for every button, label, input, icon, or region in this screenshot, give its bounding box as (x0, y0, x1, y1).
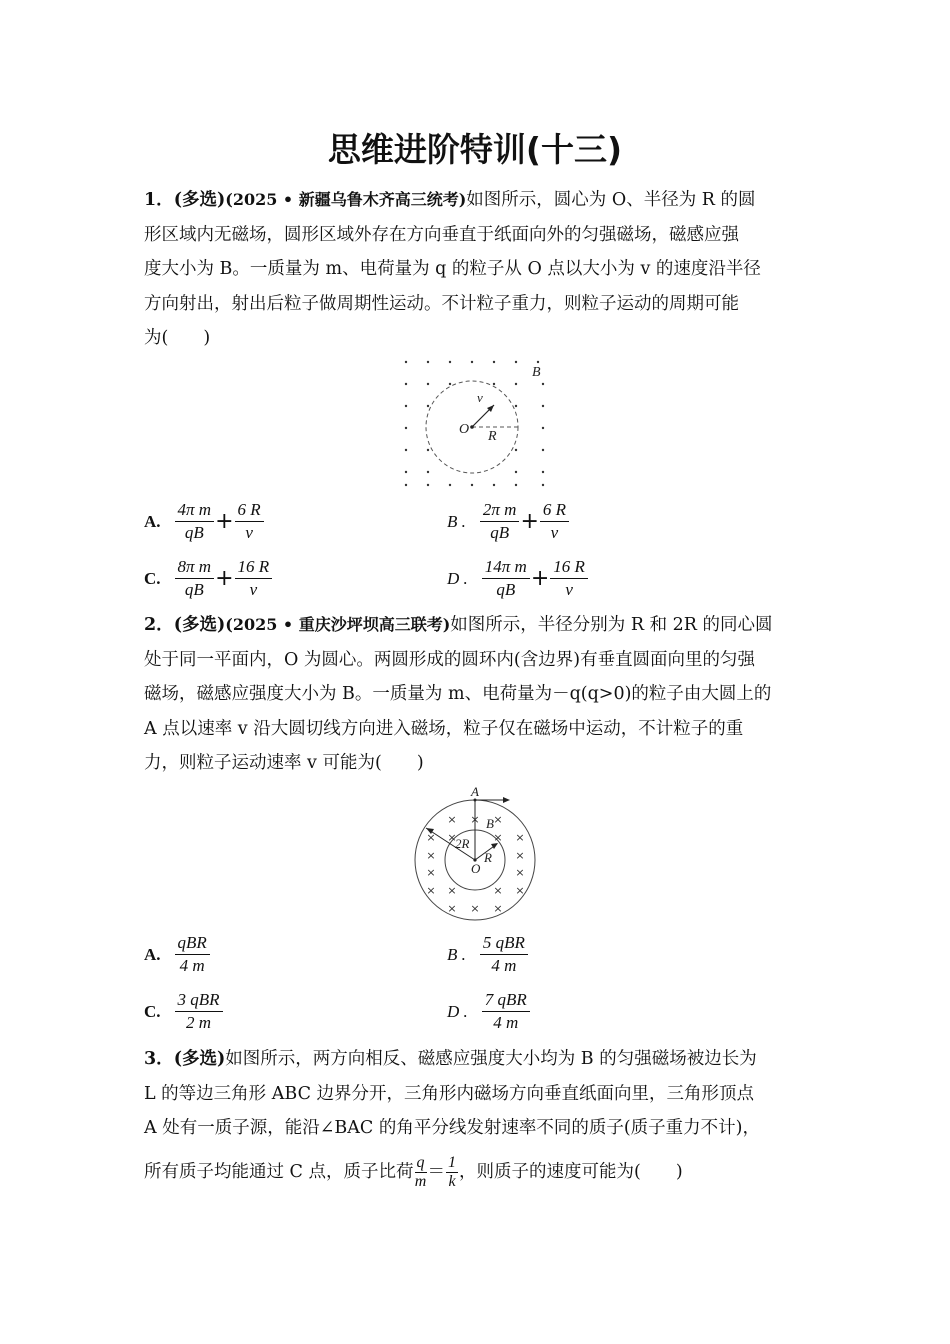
q1-source: (2025 • 新疆乌鲁木齐高三统考) (225, 190, 467, 209)
svg-text:×: × (470, 902, 480, 915)
q3-tag: (多选) (173, 1049, 226, 1069)
q2-option-d[interactable]: D . $\frac{\text{7 qBR}}{4 m}$ (447, 990, 530, 1033)
q1-line-1: 形区域内无磁场，圆形区域外存在方向垂直于纸面向外的匀强磁场，磁感应强 (144, 224, 739, 245)
q3-line-2: A 处有一质子源，能沿∠BAC 的角平分线发射速率不同的质子(质子重力不计)， (144, 1118, 760, 1138)
q1-fig-label-R: R (488, 429, 497, 444)
q2-tag: (多选) (173, 615, 226, 635)
q2-option-b[interactable]: B . $\frac{\text{5 qBR}}{4 m}$ (447, 933, 528, 976)
question-1 (144, 183, 810, 356)
q1-option-d[interactable]: D . $\frac{\text{14π m}}{qB}$ + $\frac{16 R}{v}$ (447, 557, 588, 600)
svg-text:×: × (493, 884, 503, 897)
q1-option-a[interactable]: A. $\frac{\text{4π m}}{qB}$ + $\frac{6 R}{v}$ (144, 500, 264, 543)
svg-text:×: × (493, 831, 503, 844)
q2-fig-label-B: B (486, 816, 494, 831)
svg-text:×: × (470, 813, 480, 826)
q1-line-4: 为( ) (144, 328, 211, 348)
q1-tag: (多选) (173, 190, 226, 210)
svg-text:×: × (447, 902, 457, 915)
svg-text:×: × (515, 884, 525, 897)
q2-figure-concentric-circles (410, 782, 545, 922)
q2-source: (2025 • 重庆沙坪坝高三联考) (225, 615, 451, 634)
q1-fig-label-O: O (459, 422, 470, 437)
q2-option-c[interactable]: C. $\frac{\text{3 qBR}}{2 m}$ (144, 990, 223, 1033)
q1-line-0: 如图所示，圆心为 O、半径为 R 的圆 (466, 190, 756, 210)
q1-fig-label-v: v (477, 390, 483, 405)
q2-option-a[interactable]: A. $\frac{\text{qBR}}{4 m}$ (144, 933, 210, 976)
q2-line-2: 磁场，磁感应强度大小为 B。一质量为 m、电荷量为－q(q>0)的粒子由大圆上的 (144, 684, 772, 704)
svg-text:×: × (515, 831, 525, 844)
q2-fig-label-O: O (471, 861, 481, 876)
q1-line-2: 度大小为 B。一质量为 m、电荷量为 q 的粒子从 O 点以大小为 v 的速度沿半径 (144, 259, 761, 279)
svg-text:×: × (447, 884, 457, 897)
q3-line-3: 所有质子均能通过 C 点，质子比荷 $\frac{q}{m}$ ＝ $\frac{1}{k}$ ，则质子的速度可能为( ) (144, 1153, 683, 1190)
charge-mass-ratio: $\frac{q}{m}$ (414, 1153, 427, 1190)
q2-line-1: 处于同一平面内，O 为圆心。两圆形成的圆环内(含边界)有垂直圆面向里的匀强 (144, 649, 756, 670)
svg-text:×: × (515, 866, 525, 879)
svg-text:×: × (447, 813, 457, 826)
q2-line-4: 力，则粒子运动速率 v 可能为( ) (144, 753, 424, 773)
svg-text:×: × (515, 849, 525, 862)
q1-line-3: 方向射出，射出后粒子做周期性运动。不计粒子重力，则粒子运动的周期可能 (144, 293, 739, 314)
q2-line-3: A 点以速率 v 沿大圆切线方向进入磁场，粒子仅在磁场中运动，不计粒子的重 (144, 718, 744, 739)
q2-number: 2． (144, 615, 174, 635)
q2-fig-label-R: R (484, 850, 492, 865)
q1-fig-label-B: B (532, 365, 541, 380)
q2-fig-label-A: A (471, 784, 479, 799)
q3-number: 3． (144, 1049, 174, 1069)
q3-line-0: 如图所示，两方向相反、磁感应强度大小均为 B 的匀强磁场被边长为 (225, 1049, 757, 1069)
q2-line-0: 如图所示，半径分别为 R 和 2R 的同心圆 (450, 615, 773, 635)
question-3 (144, 1042, 810, 1191)
q2-fig-label-2R: 2R (455, 836, 470, 851)
q3-line-1: L 的等边三角形 ABC 边界分开，三角形内磁场方向垂直纸面向里，三角形顶点 (144, 1083, 755, 1104)
svg-text:×: × (426, 866, 436, 879)
question-2 (144, 608, 810, 781)
svg-text:×: × (493, 902, 503, 915)
page-title: 思维进阶特训(十三) (327, 130, 623, 169)
q1-option-c[interactable]: C. $\frac{\text{8π m}}{qB}$ + $\frac{16 R}{v}$ (144, 557, 272, 600)
q1-figure-circle-field (398, 355, 553, 490)
svg-text:×: × (426, 849, 436, 862)
svg-text:×: × (447, 831, 457, 844)
q1-option-b[interactable]: B . $\frac{\text{2π m}}{qB}$ + $\frac{6 R}{v}$ (447, 500, 569, 543)
svg-text:×: × (426, 831, 436, 844)
svg-text:×: × (493, 813, 503, 826)
svg-text:×: × (426, 884, 436, 897)
q1-number: 1． (144, 190, 174, 210)
